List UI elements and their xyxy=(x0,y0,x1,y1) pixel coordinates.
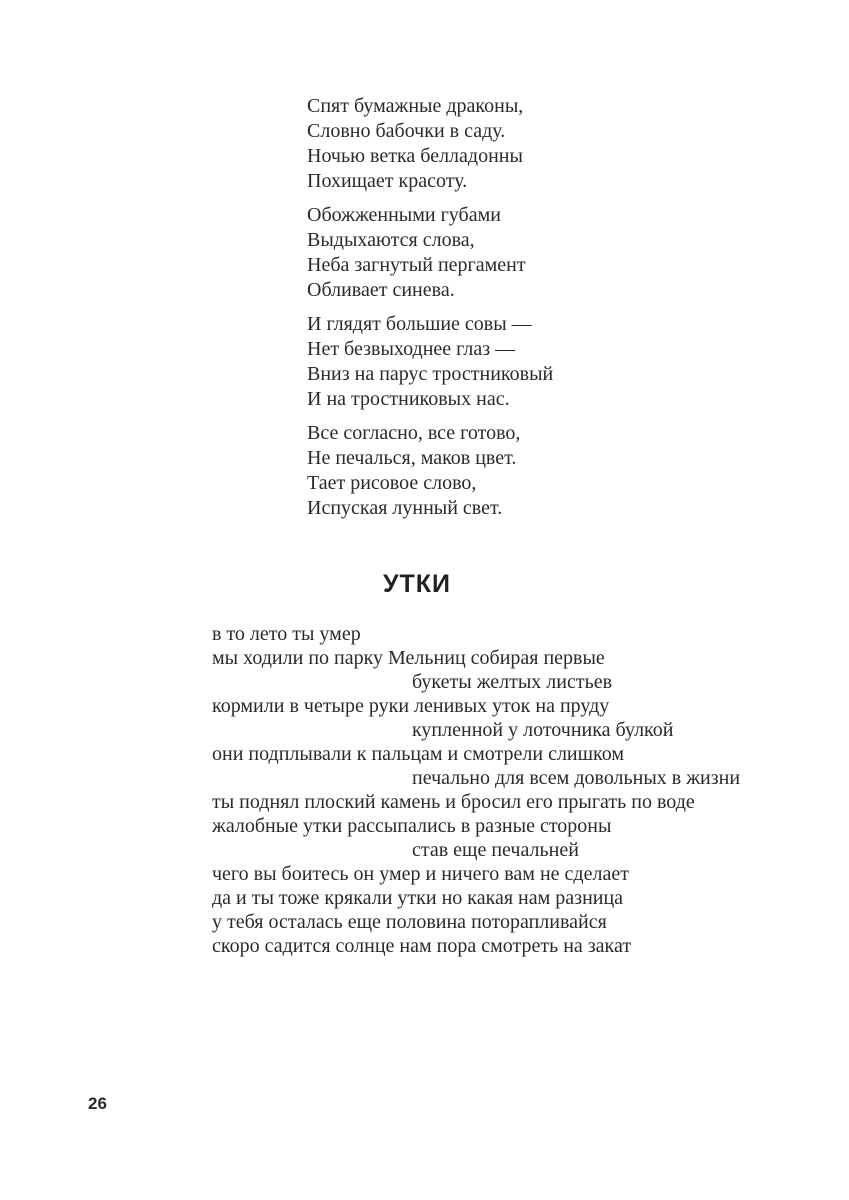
poem-line: букеты желтых листьев xyxy=(412,671,613,693)
poem-line: Похищает красоту. xyxy=(307,170,468,192)
poem-line: Ночью ветка белладонны xyxy=(307,145,523,167)
poem-line: в то лето ты умер xyxy=(212,623,361,645)
poem-line: Словно бабочки в саду. xyxy=(307,120,506,142)
poem-line: И на тростниковых нас. xyxy=(307,388,510,410)
poem-line: Выдыхаются слова, xyxy=(307,229,475,251)
poem-line: Вниз на парус тростниковый xyxy=(307,363,554,385)
poem-line: Обожженными губами xyxy=(307,204,501,226)
stanza xyxy=(307,421,553,521)
poem-untitled xyxy=(307,94,553,521)
poem-line: ты поднял плоский камень и бросил его прыгать по воде xyxy=(212,791,695,813)
poem-line: Спят бумажные драконы, xyxy=(307,95,524,117)
poem-line: Все согласно, все готово, xyxy=(307,422,521,444)
poem-line: да и ты тоже крякали утки но какая нам разница xyxy=(212,887,624,909)
page-number: 26 xyxy=(88,1094,107,1113)
poem-line: печально для всем довольных в жизни xyxy=(412,767,741,789)
poem-line: чего вы боитесь он умер и ничего вам не сделает xyxy=(212,863,629,885)
poem-line: Неба загнутый пергамент xyxy=(307,254,526,276)
stanza xyxy=(307,203,553,303)
stanza xyxy=(307,312,553,412)
poem-utki-body xyxy=(212,622,740,958)
poem-line: скоро садится солнце нам пора смотреть на закат xyxy=(212,935,632,957)
poem-line: они подплывали к пальцам и смотрели слишком xyxy=(212,743,625,765)
poem-line: мы ходили по парку Мельниц собирая первые xyxy=(212,647,605,669)
poem-line: у тебя осталась еще половина поторапливайся xyxy=(212,911,607,933)
stanza xyxy=(307,94,553,194)
poem-line: Не печалься, маков цвет. xyxy=(307,447,517,469)
poem-line: жалобные утки рассыпались в разные стороны xyxy=(212,815,612,837)
poem-line: Тает рисовое слово, xyxy=(307,472,477,494)
poem-line: Нет безвыходнее глаз — xyxy=(307,338,516,360)
poem-line: купленной у лоточника булкой xyxy=(412,719,674,741)
poem-line: Обливает синева. xyxy=(307,279,455,301)
poem-line: И глядят большие совы — xyxy=(307,313,532,335)
poem-line: Испуская лунный свет. xyxy=(307,497,503,519)
poem-line: кормили в четыре руки ленивых уток на пруду xyxy=(212,695,610,717)
poem-title: УТКИ xyxy=(382,570,452,598)
poem-line: став еще печальней xyxy=(412,839,579,861)
